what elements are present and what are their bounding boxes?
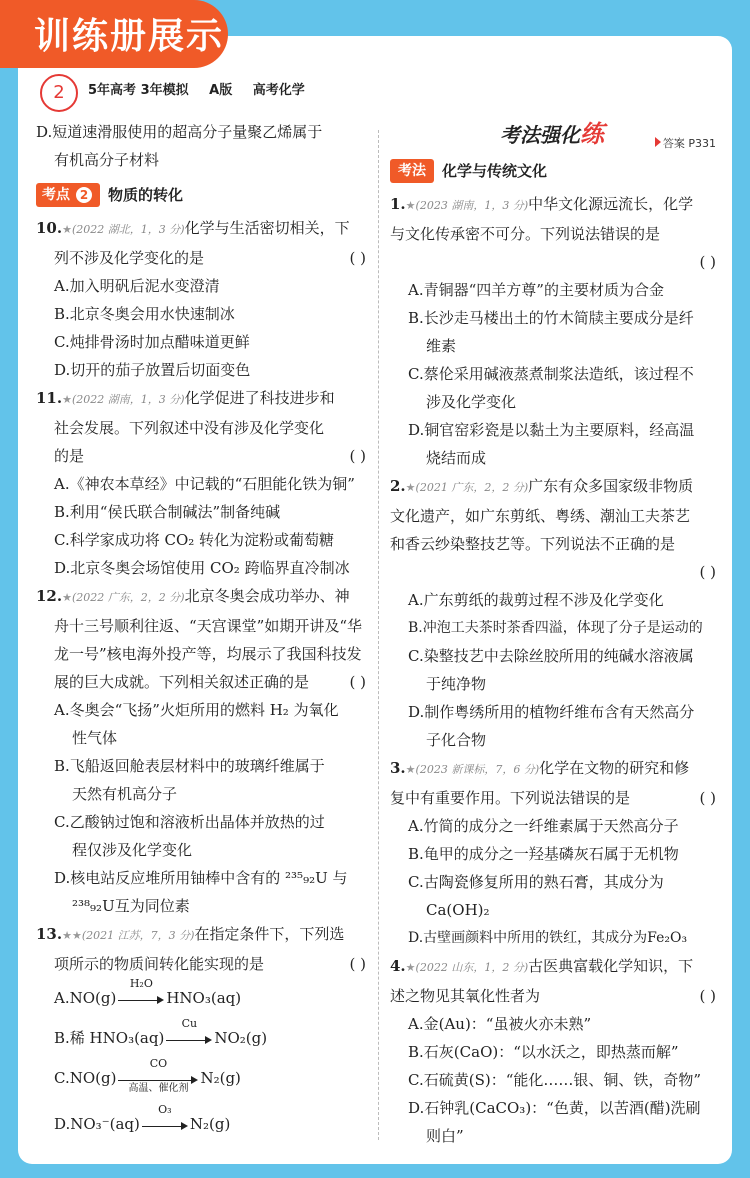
star-icon: ★ — [405, 199, 416, 212]
answer-paren: ( ) — [699, 789, 716, 807]
star-icon: ★ — [405, 481, 416, 494]
r1-source: (2023 湖南，1，3 分) — [415, 199, 529, 212]
intro-option-d: D.短道速滑服使用的超高分子量聚乙烯属于 — [36, 123, 323, 141]
star-icon: ★ — [62, 223, 72, 236]
star-icon: ★ — [405, 763, 416, 776]
r4-option-d-cont: 则白” — [426, 1127, 464, 1145]
q10-option-b: B.北京冬奥会用水快速制冰 — [54, 305, 235, 323]
r3-option-b: B.龟甲的成分之一羟基磷灰石属于无机物 — [408, 845, 679, 863]
kaodian-header — [36, 178, 370, 212]
banner-title: 训练册展示 — [34, 16, 225, 57]
r1-stem-2: 与文化传承密不可分。下列说法错误的是 — [390, 225, 661, 243]
q13-option-b: B.稀 HNO₃(aq) Cu NO₂(g) — [54, 1018, 268, 1047]
r2-stem-1: 广东有众多国家级非物质 — [528, 477, 694, 495]
series-edition: A版 — [209, 83, 233, 98]
left-column — [36, 118, 370, 1144]
question-12 — [36, 582, 370, 920]
r3-option-c-cont: Ca(OH)₂ — [426, 901, 490, 919]
q11-stem-1: 化学促进了科技进步和 — [184, 389, 335, 407]
column-divider — [378, 130, 379, 1140]
question-11 — [36, 384, 370, 582]
title-accent: 练 — [580, 120, 604, 148]
r4-option-d: D.石钟乳(CaCO₃)：“色黄，以苦酒(醋)洗刷 — [408, 1099, 701, 1117]
r4-option-b: B.石灰(CaO)：“以水沃之，即热蒸而解” — [408, 1043, 679, 1061]
answer-paren: ( ) — [349, 249, 366, 267]
q12-option-d: D.核电站反应堆所用铀棒中含有的 ²³⁵₉₂U 与 — [54, 869, 348, 887]
star-icon: ★ — [62, 591, 72, 604]
r4-option-c: C.石硫黄(S)：“能化……银、铜、铁，奇物” — [408, 1071, 702, 1089]
r1-option-d: D.铜官窑彩瓷是以黏土为主要原料，经高温 — [408, 421, 695, 439]
kaofa-title-row — [390, 118, 720, 154]
q13-option-d: D.NO₃⁻(aq) O₃ N₂(g) — [54, 1104, 231, 1133]
q11-option-b: B.利用“侯氏联合制碱法”制备纯碱 — [54, 503, 281, 521]
answer-paren: ( ) — [699, 253, 716, 271]
reaction-arrow: CO 高温、催化剂 — [118, 1073, 198, 1085]
q12-stem-1: 北京冬奥会成功举办、神 — [184, 587, 350, 605]
r2-option-a: A.广东剪纸的裁剪过程不涉及化学变化 — [408, 591, 664, 609]
reaction-arrow: O₃ — [142, 1119, 188, 1131]
r2-option-c: C.染整技艺中去除丝胶所用的纯碱水溶液属 — [408, 647, 694, 665]
q10-stem-2: 列不涉及化学变化的是 — [54, 249, 205, 267]
q11-stem-3: 的是 — [54, 447, 85, 465]
q12-number: 12. — [36, 587, 63, 605]
kaofa-title: 化学与传统文化 — [442, 162, 548, 180]
r4-stem-1: 古医典富载化学知识，下 — [528, 957, 694, 975]
r1-option-a: A.青铜器“四羊方尊”的主要材质为合金 — [408, 281, 664, 299]
answer-paren: ( ) — [699, 987, 716, 1005]
r4-number: 4. — [390, 957, 406, 975]
q10-stem-1: 化学与生活密切相关，下 — [184, 219, 350, 237]
answer-paren: ( ) — [349, 955, 366, 973]
r1-option-c: C.蔡伦采用碱液蒸煮制浆法造纸，该过程不 — [408, 365, 694, 383]
answer-paren: ( ) — [349, 447, 366, 465]
series-header — [88, 79, 321, 98]
q10-option-d: D.切开的茄子放置后切面变色 — [54, 361, 251, 379]
series-subject: 高考化学 — [252, 83, 305, 98]
q12-source: (2022 广东，2，2 分) — [71, 591, 185, 604]
q12-option-a: A.冬奥会“飞扬”火炬所用的燃料 H₂ 为氧化 — [54, 701, 339, 719]
star-icon: ★ — [62, 393, 72, 406]
r1-stem-1: 中华文化源远流长，化学 — [528, 195, 694, 213]
q11-option-c: C.科学家成功将 CO₂ 转化为淀粉或葡萄糖 — [54, 531, 335, 549]
r4-option-a: A.金(Au)：“虽被火亦未熟” — [408, 1015, 592, 1033]
series-name: 5年高考 3年模拟 — [88, 83, 189, 98]
question-r1 — [390, 190, 720, 472]
kaofa-tag: 考法 — [390, 159, 434, 183]
q12-option-b: B.飞船返回舱表层材料中的玻璃纤维属于 — [54, 757, 325, 775]
r3-source: (2023 新课标，7，6 分) — [415, 763, 540, 776]
q11-number: 11. — [36, 389, 63, 407]
q10-option-c: C.炖排骨汤时加点醋味道更鲜 — [54, 333, 250, 351]
q11-source: (2022 湖南，1，3 分) — [71, 393, 185, 406]
page-number: 2 — [40, 74, 78, 112]
right-column — [390, 118, 720, 1150]
r2-option-d: D.制作粤绣所用的植物纤维布含有天然高分 — [408, 703, 695, 721]
r3-stem-1: 化学在文物的研究和修 — [539, 759, 690, 777]
q12-option-a-cont: 性气体 — [72, 729, 118, 747]
r3-option-d: D.古壁画颜料中所用的铁红，其成分为Fe₂O₃ — [408, 930, 688, 946]
star-icon: ★★ — [62, 929, 82, 942]
kaodian-tag: 考点 2 — [36, 183, 100, 207]
r1-option-d-cont: 烧结而成 — [426, 449, 487, 467]
intro-option-d-cont: 有机高分子材料 — [54, 151, 160, 169]
q12-stem-3: 龙一号”核电海外投产等，均展示了我国科技发 — [54, 645, 362, 663]
kaodian-title: 物质的转化 — [108, 186, 184, 204]
q12-option-c-cont: 程仅涉及化学变化 — [72, 841, 193, 859]
question-r3 — [390, 754, 720, 952]
r3-number: 3. — [390, 759, 406, 777]
section-banner — [0, 0, 228, 68]
r4-stem-2: 述之物见其氧化性者为 — [390, 987, 541, 1005]
q13-option-c: C.NO(g) CO 高温、催化剂 N₂(g) — [54, 1058, 241, 1094]
kaofa-header — [390, 154, 720, 188]
q13-source: (2021 江苏，7，3 分) — [81, 929, 195, 942]
r1-number: 1. — [390, 195, 406, 213]
q10-source: (2022 湖北，1，3 分) — [71, 223, 185, 236]
star-icon: ★ — [405, 961, 416, 974]
r1-option-b: B.长沙走马楼出土的竹木简牍主要成分是纤 — [408, 309, 694, 327]
question-r2 — [390, 472, 720, 754]
q11-stem-2: 社会发展。下列叙述中没有涉及化学变化 — [54, 419, 325, 437]
kaodian-number: 2 — [74, 185, 94, 205]
r4-source: (2022 山东，1，2 分) — [415, 961, 529, 974]
r3-option-c: C.古陶瓷修复所用的熟石膏，其成分为 — [408, 873, 664, 891]
answer-paren: ( ) — [349, 673, 366, 691]
question-r4 — [390, 952, 720, 1150]
question-10 — [36, 214, 370, 384]
r2-stem-2: 文化遗产，如广东剪纸、粤绣、潮汕工夫茶艺 — [390, 507, 691, 525]
r2-stem-3: 和香云纱染整技艺等。下列说法不正确的是 — [390, 535, 676, 553]
q10-option-a: A.加入明矾后泥水变澄清 — [54, 277, 220, 295]
r2-source: (2021 广东，2，2 分) — [415, 481, 529, 494]
q10-number: 10. — [36, 219, 63, 237]
reaction-arrow: Cu — [166, 1033, 212, 1045]
q13-option-a: A.NO(g) H₂O HNO₃(aq) — [54, 978, 242, 1007]
r2-number: 2. — [390, 477, 406, 495]
r2-option-c-cont: 于纯净物 — [426, 675, 487, 693]
q12-option-d-cont: ²³⁸₉₂U互为同位素 — [72, 897, 190, 915]
q11-option-a: A.《神农本草经》中记载的“石胆能化铁为铜” — [54, 475, 355, 493]
q12-option-b-cont: 天然有机高分子 — [72, 785, 178, 803]
q13-stem-1: 在指定条件下，下列选 — [194, 925, 345, 943]
r3-option-a: A.竹简的成分之一纤维素属于天然高分子 — [408, 817, 679, 835]
q12-stem-4: 展的巨大成就。下列相关叙述正确的是 — [54, 673, 310, 691]
answer-page-ref: 答案 P331 — [655, 130, 716, 158]
q13-stem-2: 项所示的物质间转化能实现的是 — [54, 955, 265, 973]
reaction-arrow: H₂O — [118, 993, 164, 1005]
q12-stem-2: 舟十三号顺利往返、“天宫课堂”如期开讲及“华 — [54, 617, 363, 635]
answer-paren: ( ) — [699, 563, 716, 581]
section-title: 考法强化练 — [500, 120, 604, 148]
q11-option-d: D.北京冬奥会场馆使用 CO₂ 跨临界直冷制冰 — [54, 559, 350, 577]
r2-option-b: B.冲泡工夫茶时茶香四溢，体现了分子是运动的 — [408, 620, 703, 636]
q12-option-c: C.乙酸钠过饱和溶液析出晶体并放热的过 — [54, 813, 325, 831]
q13-number: 13. — [36, 925, 63, 943]
r2-option-d-cont: 子化合物 — [426, 731, 487, 749]
r1-option-b-cont: 维素 — [426, 337, 457, 355]
question-13 — [36, 920, 370, 1144]
r1-option-c-cont: 涉及化学变化 — [426, 393, 517, 411]
r3-stem-2: 复中有重要作用。下列说法错误的是 — [390, 789, 631, 807]
